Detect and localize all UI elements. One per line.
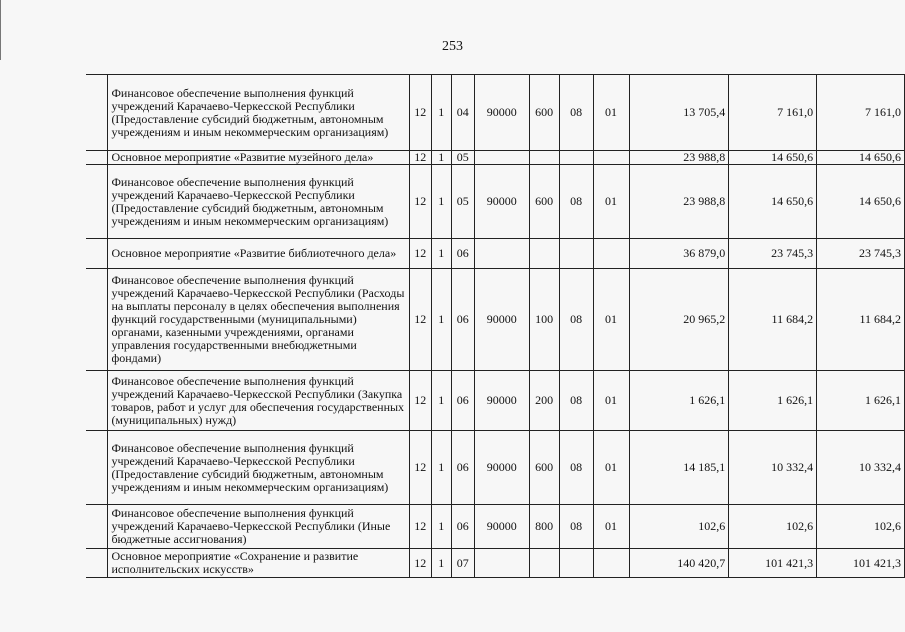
amount-cell: 23 988,8 (629, 151, 729, 165)
code-cell: 01 (593, 269, 629, 371)
amount-cell: 101 421,3 (817, 549, 905, 578)
row-name-cell: Финансовое обеспечение выполнения функций учреждений Карачаево-Черкесской Республики (Расходы на выплаты персоналу в целях обеспечения выполнения функций государственными (муниципальными) органами, казенными учреждениями, органами управления государственными внебюджетными фондами) (108, 269, 409, 371)
row-name-cell: Основное мероприятие «Развитие библиотечного дела» (108, 239, 409, 269)
row-indent-cell (86, 505, 108, 549)
amount-cell: 102,6 (817, 505, 905, 549)
code-cell: 200 (529, 371, 559, 431)
code-cell (559, 549, 593, 578)
amount-cell: 102,6 (729, 505, 817, 549)
table-row (86, 549, 905, 578)
amount-cell: 14 185,1 (629, 431, 729, 505)
code-cell: 1 (431, 371, 451, 431)
code-cell: 90000 (474, 505, 529, 549)
row-indent-cell (86, 269, 108, 371)
table-row (86, 269, 905, 371)
code-cell: 12 (409, 269, 431, 371)
table-row (86, 151, 905, 165)
code-cell: 05 (451, 165, 474, 239)
code-cell (529, 239, 559, 269)
budget-table (86, 74, 905, 578)
code-cell: 01 (593, 75, 629, 151)
code-cell (474, 151, 529, 165)
code-cell: 07 (451, 549, 474, 578)
code-cell: 06 (451, 269, 474, 371)
table-row (86, 431, 905, 505)
table-row (86, 165, 905, 239)
row-indent-cell (86, 75, 108, 151)
code-cell: 100 (529, 269, 559, 371)
code-cell: 12 (409, 239, 431, 269)
amount-cell: 14 650,6 (817, 151, 905, 165)
code-cell: 12 (409, 75, 431, 151)
code-cell: 1 (431, 239, 451, 269)
amount-cell: 23 745,3 (817, 239, 905, 269)
code-cell: 05 (451, 151, 474, 165)
code-cell (593, 239, 629, 269)
row-name-cell: Основное мероприятие «Сохранение и развитие исполнительских искусств» (108, 549, 409, 578)
code-cell (474, 239, 529, 269)
code-cell (559, 151, 593, 165)
code-cell: 1 (431, 165, 451, 239)
code-cell: 08 (559, 371, 593, 431)
amount-cell: 101 421,3 (729, 549, 817, 578)
table-row (86, 75, 905, 151)
code-cell: 01 (593, 431, 629, 505)
code-cell: 01 (593, 371, 629, 431)
amount-cell: 1 626,1 (817, 371, 905, 431)
amount-cell: 20 965,2 (629, 269, 729, 371)
code-cell: 08 (559, 165, 593, 239)
code-cell: 1 (431, 151, 451, 165)
code-cell (474, 549, 529, 578)
code-cell: 1 (431, 75, 451, 151)
code-cell: 08 (559, 269, 593, 371)
row-name-cell: Основное мероприятие «Развитие музейного дела» (108, 151, 409, 165)
amount-cell: 14 650,6 (817, 165, 905, 239)
row-indent-cell (86, 549, 108, 578)
code-cell: 12 (409, 431, 431, 505)
code-cell: 06 (451, 371, 474, 431)
amount-cell: 7 161,0 (729, 75, 817, 151)
code-cell: 12 (409, 165, 431, 239)
code-cell: 06 (451, 505, 474, 549)
row-indent-cell (86, 239, 108, 269)
code-cell: 90000 (474, 371, 529, 431)
amount-cell: 10 332,4 (729, 431, 817, 505)
code-cell (593, 549, 629, 578)
amount-cell: 23 988,8 (629, 165, 729, 239)
code-cell: 12 (409, 371, 431, 431)
code-cell: 08 (559, 431, 593, 505)
row-indent-cell (86, 151, 108, 165)
code-cell: 1 (431, 431, 451, 505)
code-cell (529, 151, 559, 165)
amount-cell: 11 684,2 (817, 269, 905, 371)
amount-cell: 7 161,0 (817, 75, 905, 151)
row-name-cell: Финансовое обеспечение выполнения функций учреждений Карачаево-Черкесской Республики (Предоставление субсидий бюджетным, автономным учреждениям и иным некоммерческим организациям) (108, 431, 409, 505)
amount-cell: 14 650,6 (729, 165, 817, 239)
code-cell: 12 (409, 505, 431, 549)
amount-cell: 14 650,6 (729, 151, 817, 165)
code-cell: 1 (431, 549, 451, 578)
code-cell: 08 (559, 75, 593, 151)
code-cell: 90000 (474, 165, 529, 239)
code-cell (559, 239, 593, 269)
amount-cell: 10 332,4 (817, 431, 905, 505)
amount-cell: 36 879,0 (629, 239, 729, 269)
page-number: 253 (442, 39, 463, 54)
amount-cell: 13 705,4 (629, 75, 729, 151)
row-name-cell: Финансовое обеспечение выполнения функций учреждений Карачаево-Черкесской Республики (Закупка товаров, работ и услуг для обеспечения государственных (муниципальных) нужд) (108, 371, 409, 431)
table-row (86, 371, 905, 431)
code-cell: 04 (451, 75, 474, 151)
table-row (86, 505, 905, 549)
code-cell: 90000 (474, 269, 529, 371)
code-cell: 06 (451, 431, 474, 505)
code-cell: 01 (593, 505, 629, 549)
code-cell: 1 (431, 269, 451, 371)
code-cell: 90000 (474, 75, 529, 151)
code-cell (529, 549, 559, 578)
table-row (86, 239, 905, 269)
amount-cell: 140 420,7 (629, 549, 729, 578)
row-name-cell: Финансовое обеспечение выполнения функций учреждений Карачаево-Черкесской Республики (Предоставление субсидий бюджетным, автономным учреждениям и иным некоммерческим организациям) (108, 75, 409, 151)
amount-cell: 1 626,1 (729, 371, 817, 431)
row-indent-cell (86, 165, 108, 239)
code-cell: 06 (451, 239, 474, 269)
code-cell: 12 (409, 151, 431, 165)
code-cell: 600 (529, 75, 559, 151)
code-cell: 1 (431, 505, 451, 549)
row-name-cell: Финансовое обеспечение выполнения функций учреждений Карачаево-Черкесской Республики (Предоставление субсидий бюджетным, автономным учреждениям и иным некоммерческим организациям) (108, 165, 409, 239)
code-cell: 90000 (474, 431, 529, 505)
amount-cell: 23 745,3 (729, 239, 817, 269)
code-cell: 12 (409, 549, 431, 578)
amount-cell: 11 684,2 (729, 269, 817, 371)
code-cell: 600 (529, 431, 559, 505)
row-indent-cell (86, 371, 108, 431)
code-cell: 08 (559, 505, 593, 549)
code-cell (593, 151, 629, 165)
code-cell: 600 (529, 165, 559, 239)
row-indent-cell (86, 431, 108, 505)
code-cell: 800 (529, 505, 559, 549)
amount-cell: 1 626,1 (629, 371, 729, 431)
code-cell: 01 (593, 165, 629, 239)
amount-cell: 102,6 (629, 505, 729, 549)
row-name-cell: Финансовое обеспечение выполнения функций учреждений Карачаево-Черкесской Республики (Иные бюджетные ассигнования) (108, 505, 409, 549)
